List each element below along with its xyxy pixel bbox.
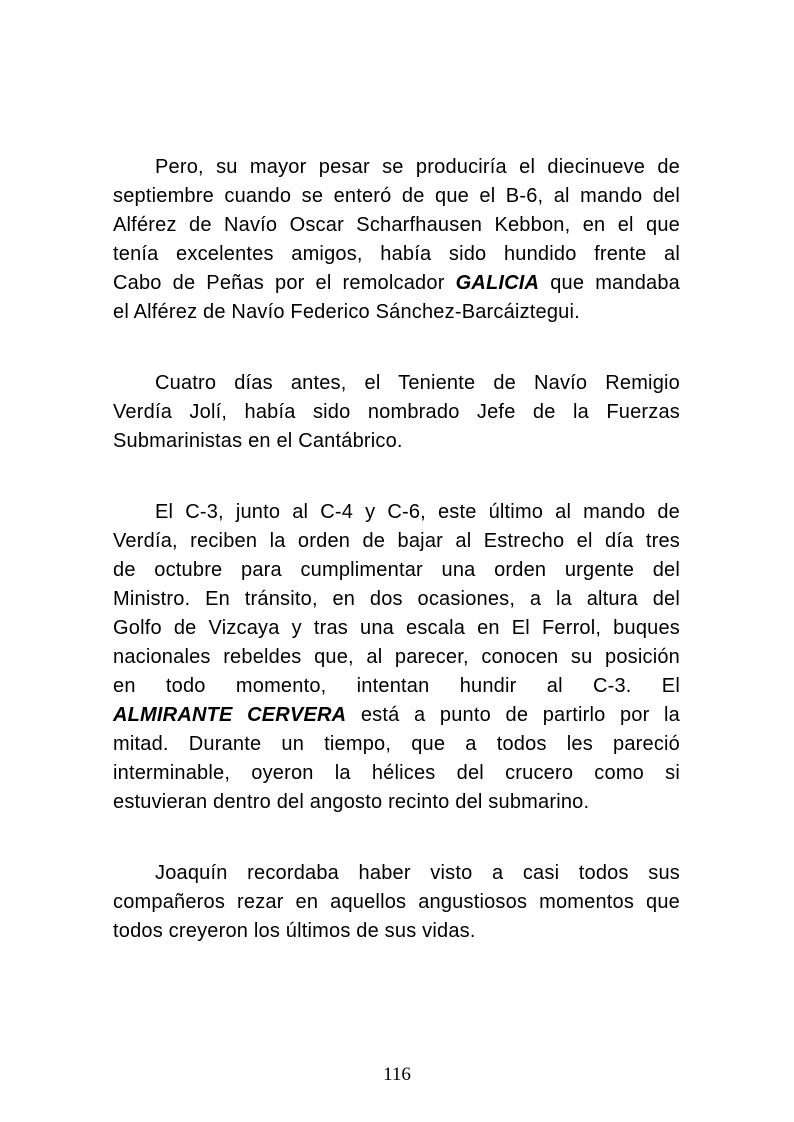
text-run: Cabo de Peñas por el remolcador [113,272,456,294]
text-line: de octubre para cumplimentar una orden urgente del [113,559,680,581]
text-line [113,701,680,730]
text-line: Golfo de Vizcaya y tras una escala en El Ferrol, buques [113,617,680,639]
text-line: Ministro. En tránsito, en dos ocasiones, a la altura del [113,588,680,610]
text-run: está a punto de partirlo por la [346,704,680,726]
text-line: Alférez de Navío Oscar Scharfhausen Kebbon, en el que [113,214,680,236]
text-run: que mandaba [539,272,680,294]
text-block [113,153,680,946]
text-line: todos creyeron los últimos de sus vidas. [113,920,476,942]
text-line: mitad. Durante un tiempo, que a todos les pareció [113,733,680,755]
text-line: Verdía, reciben la orden de bajar al Estrecho el día tres [113,530,680,552]
page-number: 116 [383,1064,411,1085]
ship-name-almirante-cervera: ALMIRANTE CERVERA [113,704,347,726]
text-line: Submarinistas en el Cantábrico. [113,430,403,452]
ship-name-galicia: GALICIA [455,272,540,294]
text-line: Cuatro días antes, el Teniente de Navío Remigio [155,372,680,394]
text-line: nacionales rebeldes que, al parecer, conocen su posición [113,646,680,668]
paragraph-2 [113,369,680,456]
text-line: Verdía Jolí, había sido nombrado Jefe de la Fuerzas [113,401,680,423]
text-line: compañeros rezar en aquellos angustiosos momentos que [113,891,680,913]
text-line: El C-3, junto al C-4 y C-6, este último al mando de [155,501,680,523]
text-line: Pero, su mayor pesar se produciría el diecinueve de [155,156,680,178]
text-line: tenía excelentes amigos, había sido hundido frente al [113,243,680,265]
text-line: el Alférez de Navío Federico Sánchez-Barcáiztegui. [113,301,580,323]
paragraph-3 [113,498,680,817]
text-line [113,269,680,298]
text-line: Joaquín recordaba haber visto a casi todos sus [155,862,680,884]
text-line: en todo momento, intentan hundir al C-3. El [113,675,680,697]
text-line: estuvieran dentro del angosto recinto del submarino. [113,791,590,813]
text-line: septiembre cuando se enteró de que el B-6, al mando del [113,185,680,207]
paragraph-4 [113,859,680,946]
paragraph-1 [113,153,680,327]
text-line: interminable, oyeron la hélices del crucero como si [113,762,680,784]
